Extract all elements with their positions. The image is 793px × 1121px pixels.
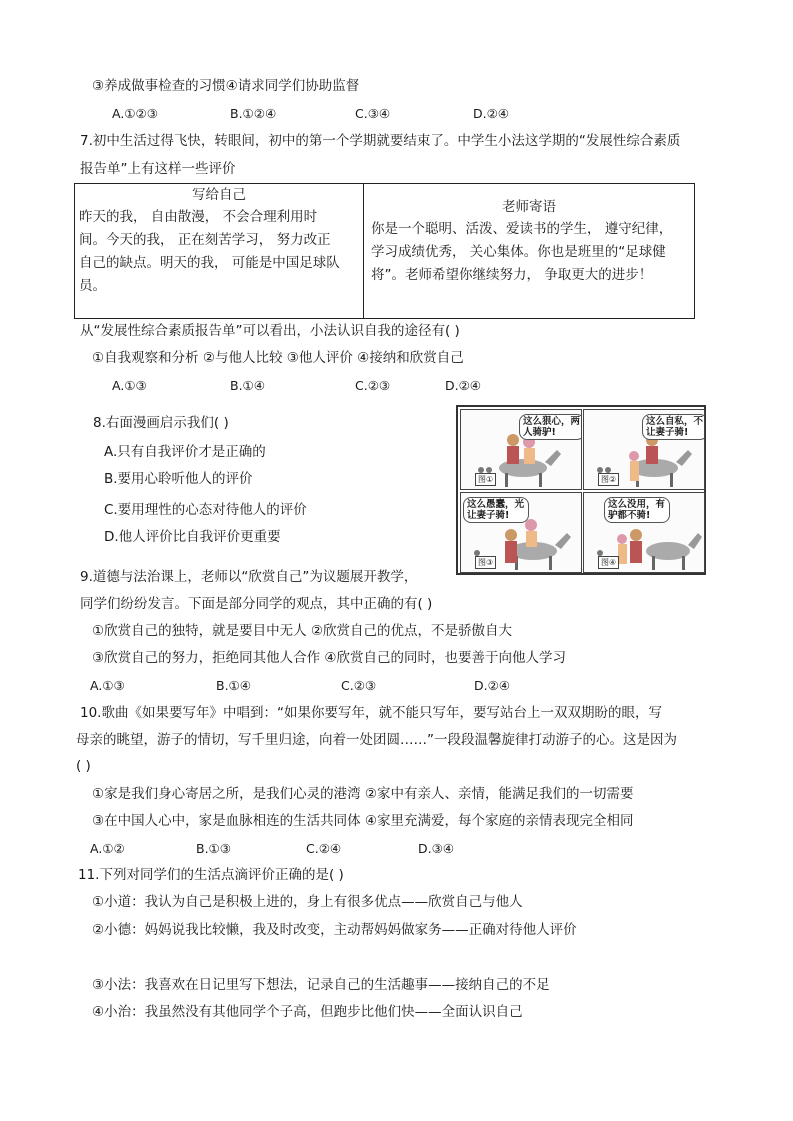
comic-panel-4 [583,492,705,573]
q6-option-c: C.③④ [355,106,391,121]
comic-panel-label: 图① [475,473,496,486]
q8-option-a: A.只有自我评价才是正确的 [104,444,266,460]
comic-speech-bubble: 这么自私，不让妻子骑! [642,414,705,440]
q11-item-3: ③小法：我喜欢在日记里写下想法，记录自己的生活趣事——接纳自己的不足 [92,977,550,993]
q8-option-c: C.要用理性的心态对待他人的评价 [104,502,307,518]
self-evaluation-line: 间。今天的我， 正在刻苦学习， 努力改正 [79,232,331,248]
teacher-comment-line: 将”。老师希望你继续努力， 争取更大的进步！ [371,267,653,283]
q10-option-a: A.①② [90,841,125,856]
q11-item-4: ④小治：我虽然没有其他同学个子高，但跑步比他们快——全面认识自己 [92,1004,523,1020]
q10-option-c: C.②④ [306,841,342,856]
q9-items-line1: ①欣赏自己的独特，就是要目中无人 ②欣赏自己的优点，不是骄傲自大 [92,623,512,639]
comic-panel-label: 图③ [475,556,496,569]
q10-option-b: B.①③ [196,841,231,856]
q7-stem-line1: 7.初中生活过得飞快，转眼间，初中的第一个学期就要结束了。中学生小法这学期的“发展性综合素质 [80,133,681,149]
q7-question: 从“发展性综合素质报告单”可以看出，小法认识自我的途径有( ) [80,323,460,339]
teacher-comment-header: 老师寄语 [502,199,556,215]
q8-stem: 8.右面漫画启示我们( ) [93,415,229,431]
q8-option-b: B.要用心聆听他人的评价 [104,471,253,487]
comic-panel-label: 图④ [598,556,619,569]
q10-stem-line1: 10.歌曲《如果要写年》中唱到：“如果你要写年，就不能只写年，要写站台上一双双期盼的眼，写 [80,705,662,721]
q10-stem-line2: 母亲的眺望，游子的情切，写千里归途，向着一处团圆……”一段段温馨旋律打动游子的心。这是因为 [76,732,677,748]
q10-stem-line3: ( ) [76,758,91,774]
q6-option-d: D.②④ [473,106,510,121]
q7-option-b: B.①④ [230,378,265,393]
q9-option-d: D.②④ [474,678,511,693]
q8-option-d: D.他人评价比自我评价更重要 [104,529,281,545]
q7-option-d: D.②④ [445,378,482,393]
q9-option-a: A.①③ [90,678,125,693]
comic-speech-bubble: 这么愚蠢，光让妻子骑! [463,497,529,523]
donkey-comic [456,405,706,575]
teacher-comment-line: 学习成绩优秀， 关心集体。你也是班里的“足球健 [371,244,666,260]
comic-panel-2 [583,409,705,490]
teacher-comment-cell [364,184,695,319]
q11-item-2: ②小德：妈妈说我比较懒，我及时改变，主动帮妈妈做家务——正确对待他人评价 [92,922,577,938]
self-evaluation-header: 写给自己 [192,187,246,203]
teacher-comment-line: 你是一个聪明、活泼、爱读书的学生， 遵守纪律， [371,221,673,237]
q6-items: ③养成做事检查的习惯④请求同学们协助监督 [92,78,360,94]
q10-items-line2: ③在中国人心中，家是血脉相连的生活共同体 ④家里充满爱，每个家庭的亲情表现完全相同 [92,813,634,829]
q11-stem: 11.下列对同学们的生活点滴评价正确的是( ) [78,867,344,883]
q9-option-c: C.②③ [341,678,377,693]
q9-items-line2: ③欣赏自己的努力，拒绝同其他人合作 ④欣赏自己的同时，也要善于向他人学习 [92,650,566,666]
self-evaluation-line: 自己的缺点。明天的我， 可能是中国足球队 [79,255,340,271]
q11-item-1: ①小道：我认为自己是积极上进的，身上有很多优点——欣赏自己与他人 [92,894,523,910]
comic-speech-bubble: 这么没用，有驴都不骑! [604,497,670,523]
q7-items: ①自我观察和分析 ②与他人比较 ③他人评价 ④接纳和欣赏自己 [92,350,464,366]
self-evaluation-line: 昨天的我， 自由散漫， 不会合理利用时 [79,209,318,225]
q7-option-c: C.②③ [355,378,391,393]
q9-option-b: B.①④ [216,678,251,693]
comic-speech-bubble: 这么狠心，两人骑驴! [519,414,582,440]
comic-panel-1 [460,409,582,490]
q10-items-line1: ①家是我们身心寄居之所，是我们心灵的港湾 ②家中有亲人、亲情，能满足我们的一切需要 [92,786,634,802]
comic-panel-3 [460,492,582,573]
comic-panel-label: 图② [598,473,619,486]
q7-stem-line2: 报告单”上有这样一些评价 [80,161,236,177]
q9-stem-line2: 同学们纷纷发言。下面是部分同学的观点，其中正确的有( ) [80,596,433,612]
q9-stem-line1: 9.道德与法治课上，老师以“欣赏自己”为议题展开教学， [80,569,418,585]
q7-option-a: A.①③ [112,378,147,393]
report-card-table [74,183,695,319]
q6-option-b: B.①②④ [230,106,277,121]
self-evaluation-line: 员。 [79,278,106,294]
q6-option-a: A.①②③ [112,106,158,121]
self-evaluation-cell [75,184,364,319]
q10-option-d: D.③④ [418,841,455,856]
